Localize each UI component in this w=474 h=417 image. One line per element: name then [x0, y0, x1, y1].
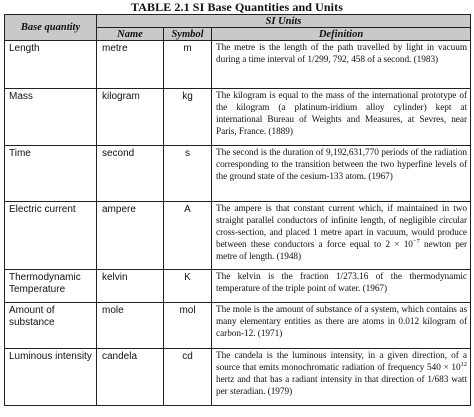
table-row [5, 89, 471, 146]
definition-cell: The mole is the amount of substance of a system, which contains as many elementary entities as there are atoms in 0.012 kilogram of carbon-12. (1971) [212, 303, 471, 349]
unit-name-cell: kilogram [97, 89, 164, 146]
unit-symbol-cell: s [164, 146, 212, 202]
definition-cell: The second is the duration of 9,192,631,770 periods of the radiation corresponding to the transition between the two hyperfine levels of the ground state of the cesium-133 atom. (1967) [212, 146, 471, 202]
definition-cell [212, 202, 471, 270]
unit-symbol-cell: kg [164, 89, 212, 146]
header-base-quantity: Base quantity [5, 15, 97, 41]
si-units-table [4, 14, 471, 406]
table-row [5, 349, 471, 406]
quantity-cell: Thermodynamic Temperature [5, 270, 97, 303]
quantity-cell: Luminous intensity [5, 349, 97, 406]
definition-cell: The kilogram is equal to the mass of the international prototype of the kilogram (a platinum-iridium alloy cylinder) kept at international Bureau of Weights and Measures, at Sevres, near Paris, France. (1889) [212, 89, 471, 146]
unit-name-cell: mole [97, 303, 164, 349]
definition-text: newton per metre of length. (1948) [216, 240, 467, 262]
unit-name-cell: candela [97, 349, 164, 406]
table-title: TABLE 2.1 SI Base Quantities and Units [131, 0, 343, 14]
definition-text: The candela is the luminous intensity, in a given direction, of a source that emits monochromatic radiation of frequency 540 × 10 [216, 351, 468, 373]
table-row [5, 146, 471, 202]
quantity-cell: Electric current [5, 202, 97, 270]
unit-name-cell: second [97, 146, 164, 202]
quantity-cell: Amount of substance [5, 303, 97, 349]
unit-name-cell: ampere [97, 202, 164, 270]
unit-symbol-cell: mol [164, 303, 212, 349]
table-row [5, 303, 471, 349]
definition-cell: The kelvin is the fraction 1/273.16 of the thermodynamic temperature of the triple point of water. (1967) [212, 270, 471, 303]
header-symbol: Symbol [164, 28, 212, 41]
exponent: 12 [460, 360, 468, 368]
quantity-cell: Length [5, 41, 97, 89]
unit-symbol-cell: K [164, 270, 212, 303]
header-si-units: SI Units [97, 15, 471, 28]
definition-text: hertz and that has a radiant intensity in that direction of 1/683 watt per steradian. (1979) [216, 375, 468, 397]
exponent: −7 [412, 237, 420, 245]
definition-cell [212, 349, 471, 406]
unit-name-cell: metre [97, 41, 164, 89]
quantity-cell: Time [5, 146, 97, 202]
header-name: Name [97, 28, 164, 41]
unit-symbol-cell: m [164, 41, 212, 89]
unit-symbol-cell: A [164, 202, 212, 270]
header-definition: Definition [212, 28, 471, 41]
table-row [5, 202, 471, 270]
definition-cell: The metre is the length of the path travelled by light in vacuum during a time interval of 1/299, 792, 458 of a second. (1983) [212, 41, 471, 89]
table-row [5, 41, 471, 89]
table-row [5, 270, 471, 303]
unit-symbol-cell: cd [164, 349, 212, 406]
quantity-cell: Mass [5, 89, 97, 146]
definition-text: The ampere is that constant current which, if maintained in two straight parallel conductors of infinite length, of negligible circular cross-section, and placed 1 metre apart in vacuum, would produce between these conductors a force equal to 2 × 10 [216, 204, 468, 250]
unit-name-cell: kelvin [97, 270, 164, 303]
